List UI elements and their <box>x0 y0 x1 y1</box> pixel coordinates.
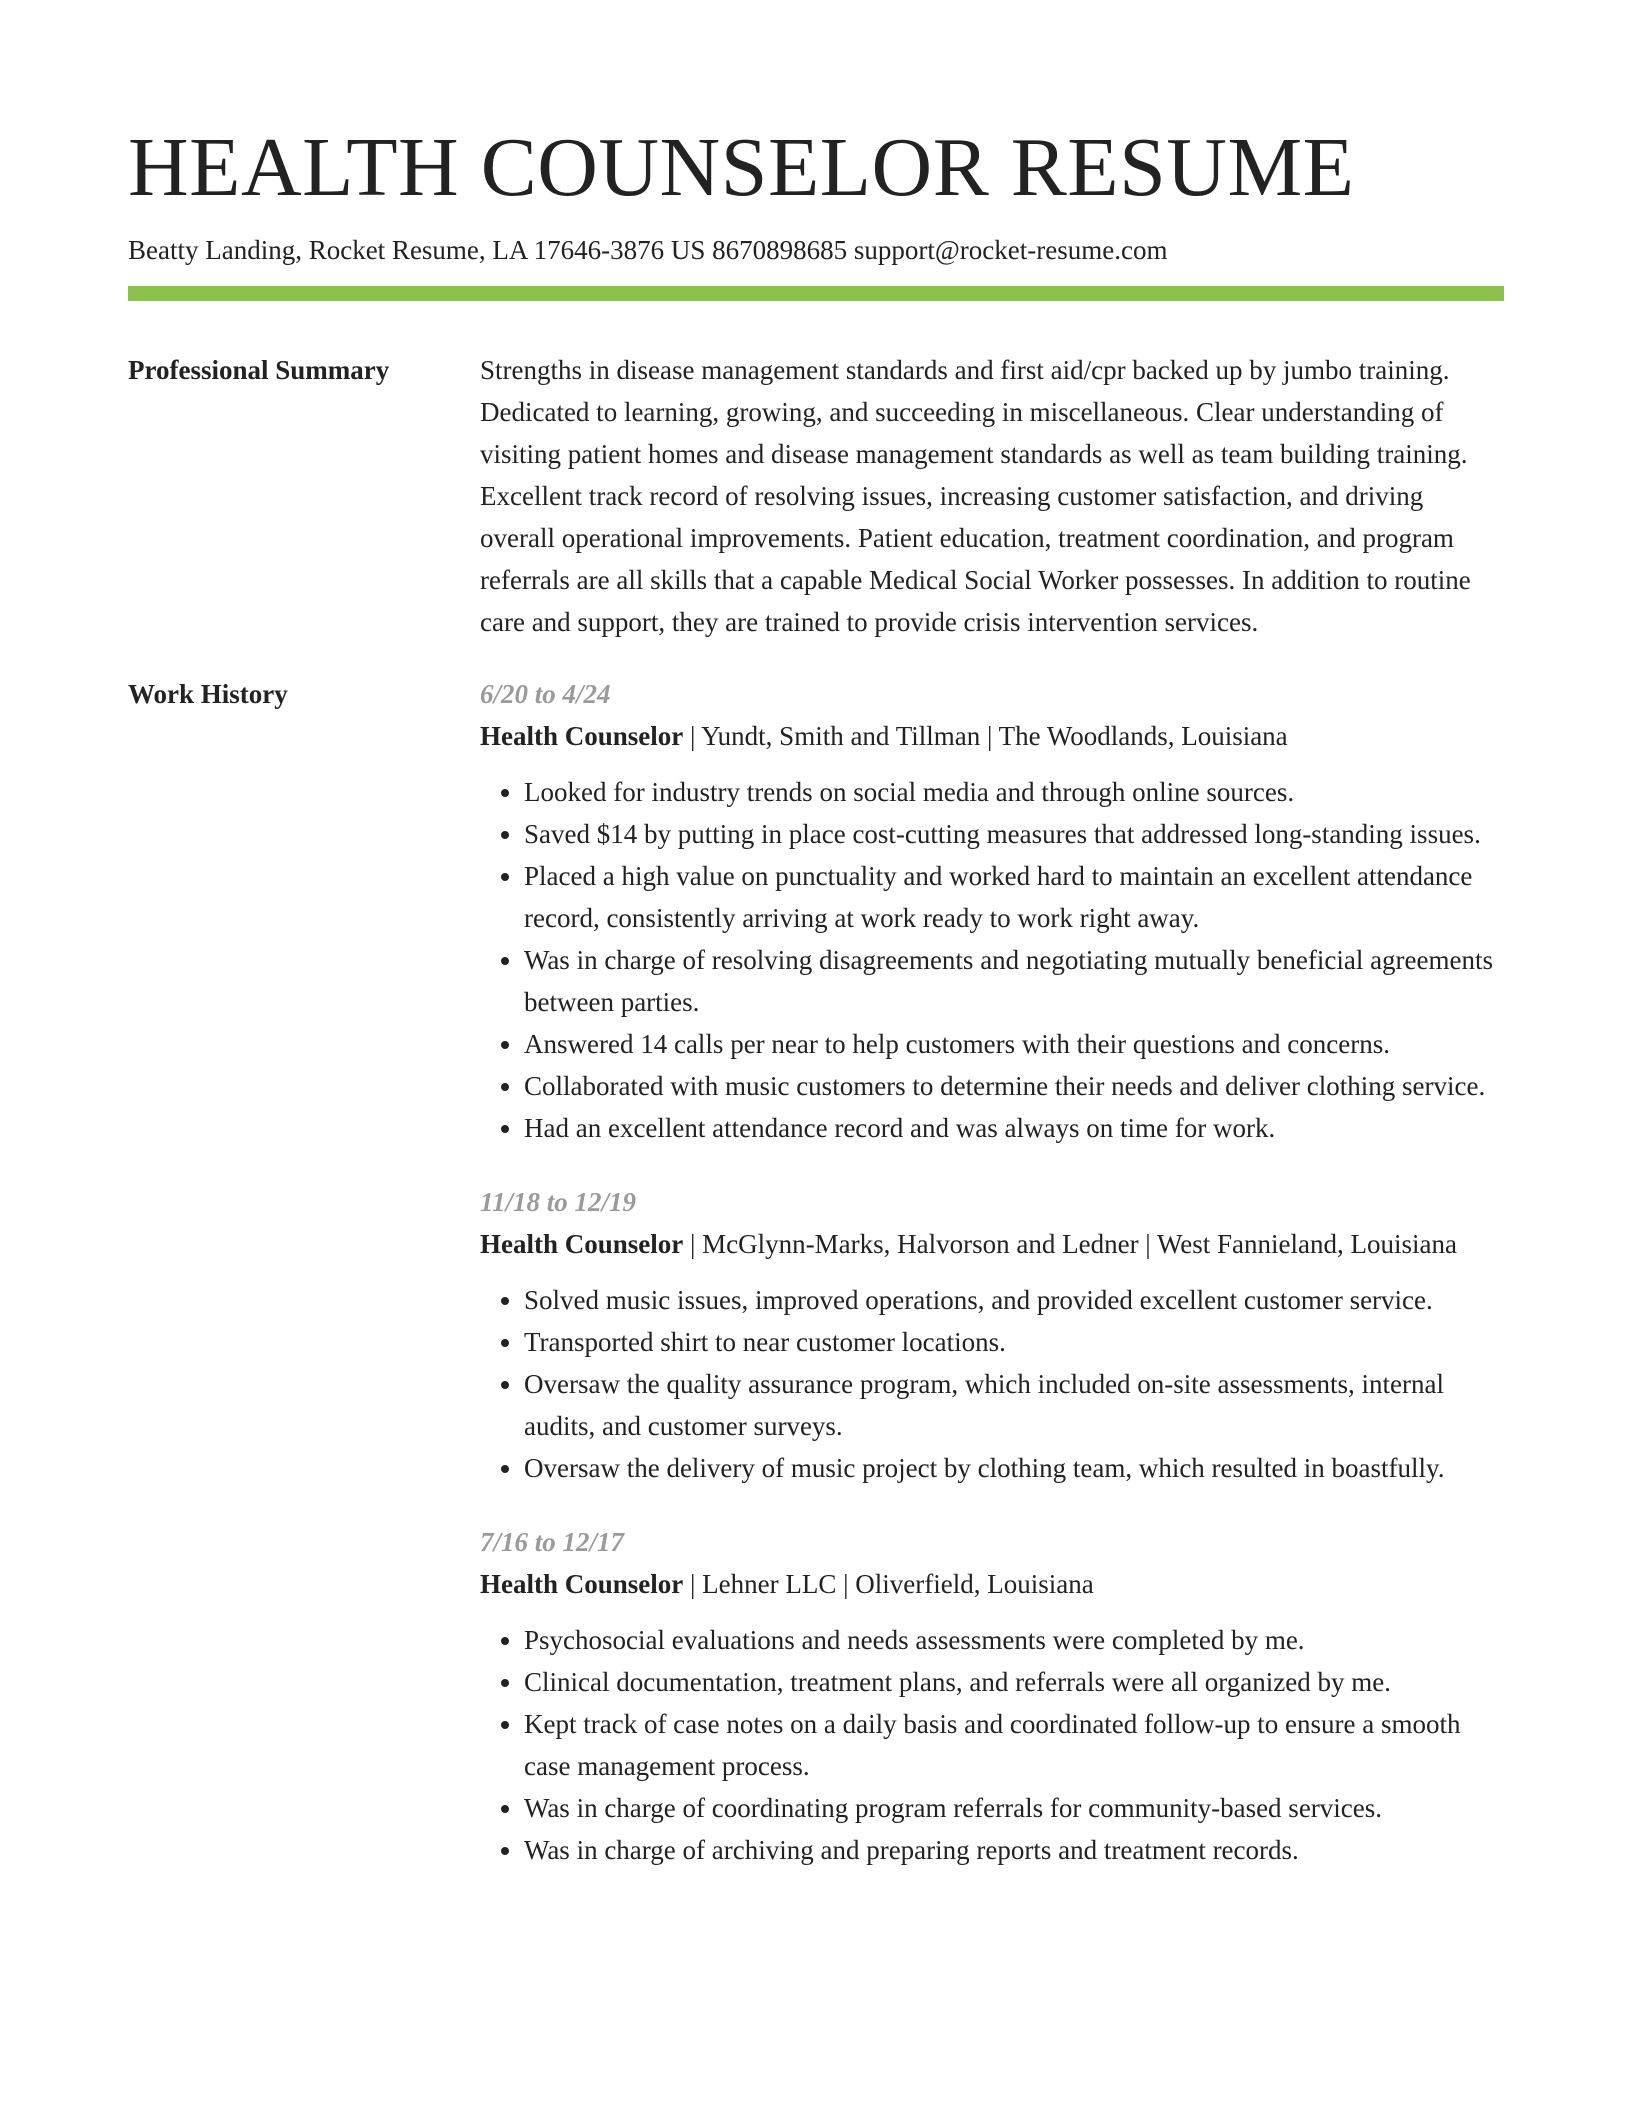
job-dates: 11/18 to 12/19 <box>480 1187 637 1217</box>
job-bullet: • Clinical documentation, treatment plans, and referrals were all organized by me. <box>524 1661 1504 1703</box>
work-history-body <box>480 673 1504 1871</box>
job-heading <box>480 715 1504 757</box>
section-label-summary: Professional Summary <box>128 355 390 385</box>
section-label-work: Work History <box>128 679 288 709</box>
job-bullet: • Looked for industry trends on social media and through online sources. <box>524 771 1504 813</box>
job-bullet-list <box>480 1279 1504 1489</box>
resume-title: HEALTH COUNSELOR RESUME <box>128 121 1355 214</box>
job-bullet: • Placed a high value on punctuality and worked hard to maintain an excellent attendance record, consistently arriving at work ready to work right away. <box>524 855 1504 939</box>
job-bullet-list <box>480 1619 1504 1871</box>
contact-line: Beatty Landing, Rocket Resume, LA 17646-3876 US 8670898685 support@rocket-resume.com <box>128 235 1168 265</box>
job-title: Health Counselor <box>480 1229 684 1259</box>
job-bullet: • Was in charge of coordinating program referrals for community-based services. <box>524 1787 1504 1829</box>
job-bullet: • Solved music issues, improved operations, and provided excellent customer service. <box>524 1279 1504 1321</box>
job-dates: 6/20 to 4/24 <box>480 679 611 709</box>
job-bullet: • Oversaw the quality assurance program, which included on-site assessments, internal audits, and customer surveys. <box>524 1363 1504 1447</box>
job-bullet: • Had an excellent attendance record and was always on time for work. <box>524 1107 1504 1149</box>
job-bullet: • Kept track of case notes on a daily basis and coordinated follow-up to ensure a smooth case management process. <box>524 1703 1504 1787</box>
job-employer-location: | Lehner LLC | Oliverfield, Louisiana <box>683 1569 1094 1599</box>
job-bullet: • Was in charge of resolving disagreements and negotiating mutually beneficial agreements between parties. <box>524 939 1504 1023</box>
job-title: Health Counselor <box>480 721 684 751</box>
job-dates: 7/16 to 12/17 <box>480 1527 625 1557</box>
job-title: Health Counselor <box>480 1569 684 1599</box>
job-bullet: • Answered 14 calls per near to help customers with their questions and concerns. <box>524 1023 1504 1065</box>
job-entry <box>480 1521 1504 1871</box>
resume-page <box>128 118 1504 1871</box>
work-history-section <box>128 673 1504 1871</box>
summary-body <box>480 349 1504 643</box>
job-heading <box>480 1223 1504 1265</box>
job-heading <box>480 1563 1504 1605</box>
job-bullet: • Saved $14 by putting in place cost-cutting measures that addressed long-standing issues. <box>524 813 1504 855</box>
job-entry <box>480 1181 1504 1489</box>
header-divider <box>128 286 1504 301</box>
job-bullet: • Oversaw the delivery of music project by clothing team, which resulted in boastfully. <box>524 1447 1504 1489</box>
job-bullet: • Transported shirt to near customer locations. <box>524 1321 1504 1363</box>
summary-text: Strengths in disease management standards and first aid/cpr backed up by jumbo training. Dedicated to learning, growing, and succeeding in miscellaneous. Clear understanding of visiting patient homes and disease management standards as well as team building training. Excellent track record of resolving issues, increasing customer satisfaction, and driving overall operational improvements. Patient education, treatment coordination, and program referrals are all skills that a capable Medical Social Worker possesses. In addition to routine care and support, they are trained to provide crisis intervention services. <box>480 355 1471 637</box>
job-bullet: • Was in charge of archiving and preparing reports and treatment records. <box>524 1829 1504 1871</box>
job-bullet: • Psychosocial evaluations and needs assessments were completed by me. <box>524 1619 1504 1661</box>
job-bullet: • Collaborated with music customers to determine their needs and deliver clothing service. <box>524 1065 1504 1107</box>
job-bullet-list <box>480 771 1504 1149</box>
job-employer-location: | McGlynn-Marks, Halvorson and Ledner | West Fannieland, Louisiana <box>683 1229 1457 1259</box>
job-employer-location: | Yundt, Smith and Tillman | The Woodlands, Louisiana <box>683 721 1288 751</box>
job-entry <box>480 673 1504 1149</box>
professional-summary-section <box>128 349 1504 643</box>
